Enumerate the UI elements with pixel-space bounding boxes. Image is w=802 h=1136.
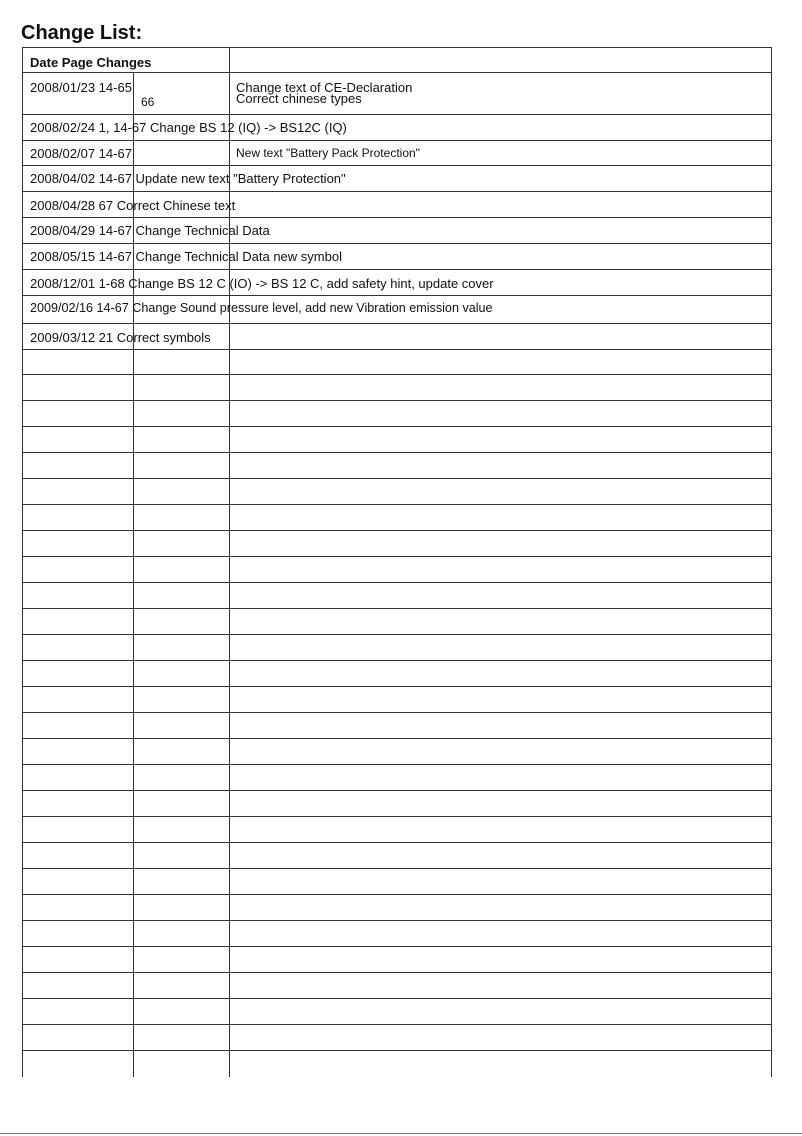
row-10-entry: 2009/03/12 21 Correct symbols [30,330,211,345]
table-rule [22,998,772,999]
table-rule [22,269,772,270]
table-rule [22,452,772,453]
table-rule [22,374,772,375]
row-6-entry: 2008/04/29 14-67 Change Technical Data [30,223,270,238]
table-rule [22,72,772,73]
table-rule [22,972,772,973]
table-rule [22,243,772,244]
table-border-left [22,47,23,1077]
page-title: Change List: [21,22,143,44]
table-rule [22,686,772,687]
table-rule [22,1024,772,1025]
table-rule [22,400,772,401]
table-rule [22,114,772,115]
table-rule [22,426,772,427]
table-rule [22,504,772,505]
table-rule [22,165,772,166]
table-rule [22,868,772,869]
row-1-change-1: Change text of CE-Declaration [236,80,413,95]
table-rule [22,608,772,609]
table-rule [22,582,772,583]
table-border-top [22,47,772,48]
page-bottom-rule [0,1133,802,1134]
row-3-date-page: 2008/02/07 14-67 [30,146,132,161]
row-9-entry: 2009/02/16 14-67 Change Sound pressure level, add new Vibration emission value [30,301,493,315]
row-1-change-2: Correct chinese types [236,91,362,106]
table-rule [22,920,772,921]
row-5-entry: 2008/04/28 67 Correct Chinese text [30,198,236,213]
table-rule [22,295,772,296]
table-rule [22,764,772,765]
table-rule [22,712,772,713]
row-3-change: New text "Battery Pack Protection" [236,146,420,160]
row-8-entry: 2008/12/01 1-68 Change BS 12 C (IO) -> BS 12 C, add safety hint, update cover [30,276,494,291]
table-rule [22,790,772,791]
table-header: Date Page Changes [30,55,152,70]
table-rule [22,349,772,350]
table-rule [22,634,772,635]
table-rule [22,140,772,141]
table-rule [22,738,772,739]
table-rule [22,1050,772,1051]
table-rule [22,816,772,817]
table-rule [22,191,772,192]
table-rule [22,660,772,661]
row-4-entry: 2008/04/02 14-67 Update new text "Battery Protection" [30,171,346,186]
table-rule [22,946,772,947]
table-rule [22,556,772,557]
change-list-table [22,47,772,1077]
row-1-page-continuation: 66 [141,95,155,109]
table-rule [22,530,772,531]
table-rule [22,842,772,843]
row-1-date-page: 2008/01/23 14-65 [30,80,132,95]
table-rule [22,894,772,895]
table-border-right [771,47,772,1077]
table-rule [22,323,772,324]
row-7-entry: 2008/05/15 14-67 Change Technical Data new symbol [30,249,342,264]
table-rule [22,217,772,218]
table-rule [22,478,772,479]
row-2-entry: 2008/02/24 1, 14-67 Change BS 12 (IQ) -> BS12C (IQ) [30,120,347,135]
